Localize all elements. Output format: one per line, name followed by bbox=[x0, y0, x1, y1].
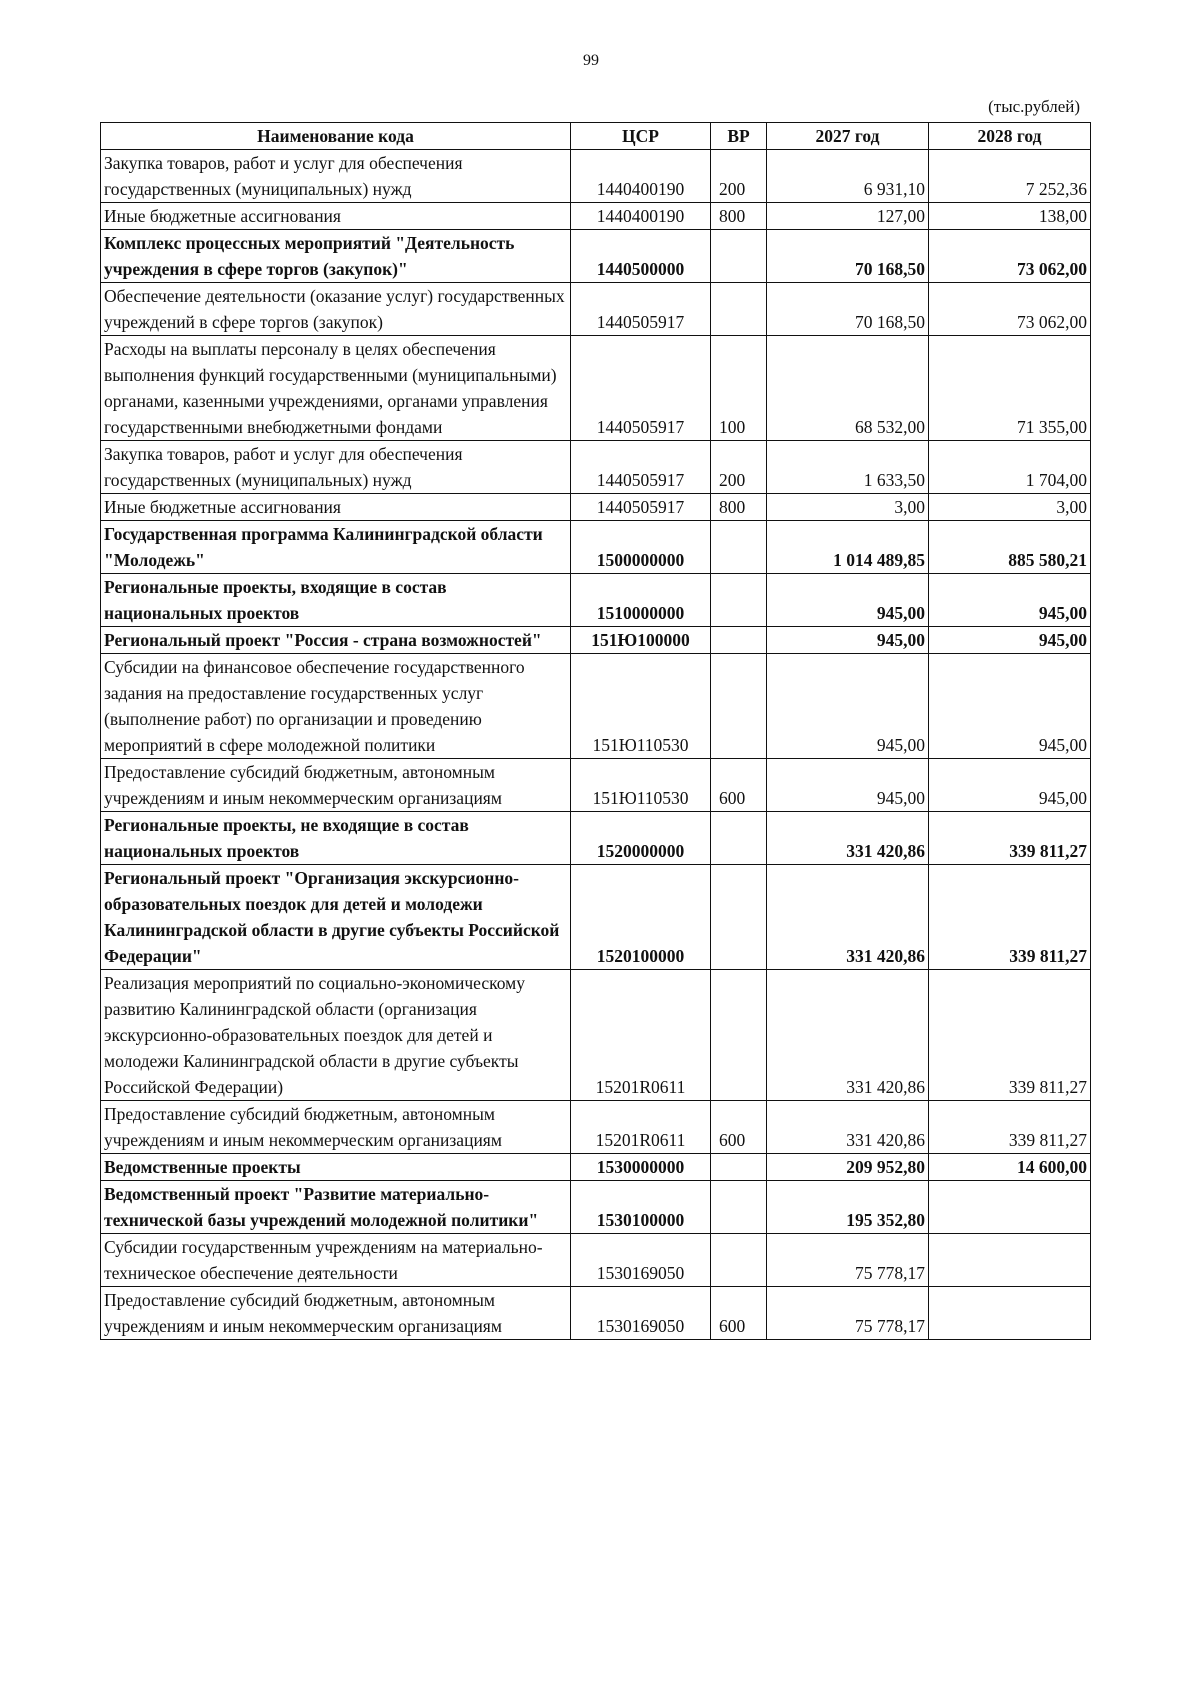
cell-y2028: 3,00 bbox=[929, 494, 1091, 521]
cell-csr: 1520000000 bbox=[571, 812, 711, 865]
cell-vr bbox=[711, 1181, 767, 1234]
cell-csr: 1500000000 bbox=[571, 521, 711, 574]
cell-csr: 1440505917 bbox=[571, 336, 711, 441]
cell-name: Региональные проекты, не входящие в состав национальных проектов bbox=[101, 812, 571, 865]
cell-y2028: 73 062,00 bbox=[929, 230, 1091, 283]
cell-y2027: 331 420,86 bbox=[767, 865, 929, 970]
cell-csr: 1530169050 bbox=[571, 1287, 711, 1340]
cell-csr: 1530100000 bbox=[571, 1181, 711, 1234]
cell-y2027: 6 931,10 bbox=[767, 150, 929, 203]
cell-name: Региональный проект "Организация экскурсионно-образовательных поездок для детей и молодежи Калининградской области в другие субъекты Российской Федерации" bbox=[101, 865, 571, 970]
cell-vr bbox=[711, 230, 767, 283]
cell-name: Государственная программа Калининградской области "Молодежь" bbox=[101, 521, 571, 574]
cell-y2028: 339 811,27 bbox=[929, 865, 1091, 970]
cell-y2028: 1 704,00 bbox=[929, 441, 1091, 494]
cell-y2028: 945,00 bbox=[929, 574, 1091, 627]
table-row bbox=[101, 494, 1091, 521]
cell-name: Региональный проект "Россия - страна возможностей" bbox=[101, 627, 571, 654]
header-vr: ВР bbox=[711, 123, 767, 150]
cell-name: Реализация мероприятий по социально-экономическому развитию Калининградской области (организация экскурсионно-образовательных поездок для детей и молодежи Калининградской области в другие субъекты Российской Федерации) bbox=[101, 970, 571, 1101]
cell-vr: 200 bbox=[711, 441, 767, 494]
table-row bbox=[101, 1287, 1091, 1340]
header-csr: ЦСР bbox=[571, 123, 711, 150]
cell-vr: 800 bbox=[711, 203, 767, 230]
cell-y2027: 945,00 bbox=[767, 759, 929, 812]
table-row bbox=[101, 1154, 1091, 1181]
cell-csr: 1440505917 bbox=[571, 441, 711, 494]
cell-y2028: 138,00 bbox=[929, 203, 1091, 230]
cell-y2027: 331 420,86 bbox=[767, 1101, 929, 1154]
header-name: Наименование кода bbox=[101, 123, 571, 150]
table-row bbox=[101, 812, 1091, 865]
cell-name: Региональные проекты, входящие в состав национальных проектов bbox=[101, 574, 571, 627]
cell-csr: 1510000000 bbox=[571, 574, 711, 627]
table-row bbox=[101, 970, 1091, 1101]
cell-csr: 1530169050 bbox=[571, 1234, 711, 1287]
cell-y2028: 945,00 bbox=[929, 759, 1091, 812]
cell-name: Ведомственные проекты bbox=[101, 1154, 571, 1181]
cell-y2027: 945,00 bbox=[767, 627, 929, 654]
cell-y2028: 14 600,00 bbox=[929, 1154, 1091, 1181]
cell-vr bbox=[711, 574, 767, 627]
cell-csr: 15201R0611 bbox=[571, 970, 711, 1101]
cell-vr bbox=[711, 1154, 767, 1181]
cell-y2027: 195 352,80 bbox=[767, 1181, 929, 1234]
table-row bbox=[101, 283, 1091, 336]
cell-y2027: 945,00 bbox=[767, 574, 929, 627]
cell-y2027: 331 420,86 bbox=[767, 812, 929, 865]
cell-vr bbox=[711, 627, 767, 654]
cell-y2027: 127,00 bbox=[767, 203, 929, 230]
table-row bbox=[101, 574, 1091, 627]
table-row bbox=[101, 1181, 1091, 1234]
cell-name: Субсидии на финансовое обеспечение государственного задания на предоставление государственных услуг (выполнение работ) по организации и проведению мероприятий в сфере молодежной политики bbox=[101, 654, 571, 759]
cell-y2028 bbox=[929, 1287, 1091, 1340]
cell-vr bbox=[711, 654, 767, 759]
cell-csr: 1440505917 bbox=[571, 494, 711, 521]
cell-csr: 1440400190 bbox=[571, 150, 711, 203]
cell-y2027: 3,00 bbox=[767, 494, 929, 521]
cell-vr bbox=[711, 970, 767, 1101]
budget-table bbox=[100, 122, 1091, 1340]
cell-y2027: 1 014 489,85 bbox=[767, 521, 929, 574]
cell-vr: 600 bbox=[711, 759, 767, 812]
cell-y2028: 73 062,00 bbox=[929, 283, 1091, 336]
table-row bbox=[101, 865, 1091, 970]
cell-name: Комплекс процессных мероприятий "Деятельность учреждения в сфере торгов (закупок)" bbox=[101, 230, 571, 283]
cell-vr bbox=[711, 1234, 767, 1287]
table-body bbox=[101, 150, 1091, 1340]
cell-y2027: 75 778,17 bbox=[767, 1287, 929, 1340]
cell-vr bbox=[711, 521, 767, 574]
cell-csr: 1440505917 bbox=[571, 283, 711, 336]
table-row bbox=[101, 441, 1091, 494]
cell-name: Предоставление субсидий бюджетным, автономным учреждениям и иным некоммерческим организациям bbox=[101, 1101, 571, 1154]
cell-vr bbox=[711, 865, 767, 970]
units-label: (тыс.рублей) bbox=[988, 97, 1080, 116]
cell-name: Обеспечение деятельности (оказание услуг) государственных учреждений в сфере торгов (закупок) bbox=[101, 283, 571, 336]
cell-csr: 1440400190 bbox=[571, 203, 711, 230]
cell-name: Расходы на выплаты персоналу в целях обеспечения выполнения функций государственными (муниципальными) органами, казенными учреждениями, органами управления государственными внебюджетными фондами bbox=[101, 336, 571, 441]
table-row bbox=[101, 150, 1091, 203]
cell-csr: 1530000000 bbox=[571, 1154, 711, 1181]
cell-y2027: 331 420,86 bbox=[767, 970, 929, 1101]
page-number: 99 bbox=[583, 52, 599, 69]
cell-y2027: 68 532,00 bbox=[767, 336, 929, 441]
cell-y2028 bbox=[929, 1181, 1091, 1234]
table-row bbox=[101, 521, 1091, 574]
cell-csr: 151Ю100000 bbox=[571, 627, 711, 654]
cell-vr: 800 bbox=[711, 494, 767, 521]
cell-y2027: 70 168,50 bbox=[767, 283, 929, 336]
cell-csr: 151Ю110530 bbox=[571, 759, 711, 812]
header-2028: 2028 год bbox=[929, 123, 1091, 150]
cell-name: Предоставление субсидий бюджетным, автономным учреждениям и иным некоммерческим организациям bbox=[101, 1287, 571, 1340]
table-row bbox=[101, 203, 1091, 230]
table-row bbox=[101, 759, 1091, 812]
cell-y2027: 1 633,50 bbox=[767, 441, 929, 494]
cell-y2028: 339 811,27 bbox=[929, 812, 1091, 865]
table-row bbox=[101, 1101, 1091, 1154]
cell-name: Ведомственный проект "Развитие материально-технической базы учреждений молодежной политики" bbox=[101, 1181, 571, 1234]
table-row bbox=[101, 627, 1091, 654]
cell-vr bbox=[711, 283, 767, 336]
cell-y2027: 70 168,50 bbox=[767, 230, 929, 283]
cell-y2028: 339 811,27 bbox=[929, 1101, 1091, 1154]
cell-name: Закупка товаров, работ и услуг для обеспечения государственных (муниципальных) нужд bbox=[101, 150, 571, 203]
cell-csr: 15201R0611 bbox=[571, 1101, 711, 1154]
cell-csr: 151Ю110530 bbox=[571, 654, 711, 759]
cell-vr: 100 bbox=[711, 336, 767, 441]
table-row bbox=[101, 654, 1091, 759]
table-row bbox=[101, 230, 1091, 283]
cell-csr: 1520100000 bbox=[571, 865, 711, 970]
cell-y2028: 7 252,36 bbox=[929, 150, 1091, 203]
cell-vr: 600 bbox=[711, 1101, 767, 1154]
cell-name: Иные бюджетные ассигнования bbox=[101, 203, 571, 230]
cell-name: Закупка товаров, работ и услуг для обеспечения государственных (муниципальных) нужд bbox=[101, 441, 571, 494]
cell-vr: 200 bbox=[711, 150, 767, 203]
cell-y2027: 75 778,17 bbox=[767, 1234, 929, 1287]
cell-y2028: 945,00 bbox=[929, 627, 1091, 654]
cell-y2027: 945,00 bbox=[767, 654, 929, 759]
cell-y2028: 885 580,21 bbox=[929, 521, 1091, 574]
cell-y2028: 945,00 bbox=[929, 654, 1091, 759]
cell-name: Предоставление субсидий бюджетным, автономным учреждениям и иным некоммерческим организациям bbox=[101, 759, 571, 812]
cell-vr bbox=[711, 812, 767, 865]
cell-name: Иные бюджетные ассигнования bbox=[101, 494, 571, 521]
cell-csr: 1440500000 bbox=[571, 230, 711, 283]
header-2027: 2027 год bbox=[767, 123, 929, 150]
table-header-row bbox=[101, 123, 1091, 150]
cell-y2028 bbox=[929, 1234, 1091, 1287]
cell-y2028: 339 811,27 bbox=[929, 970, 1091, 1101]
cell-y2028: 71 355,00 bbox=[929, 336, 1091, 441]
cell-vr: 600 bbox=[711, 1287, 767, 1340]
cell-y2027: 209 952,80 bbox=[767, 1154, 929, 1181]
cell-name: Субсидии государственным учреждениям на материально-техническое обеспечение деятельности bbox=[101, 1234, 571, 1287]
table-row bbox=[101, 336, 1091, 441]
table-row bbox=[101, 1234, 1091, 1287]
